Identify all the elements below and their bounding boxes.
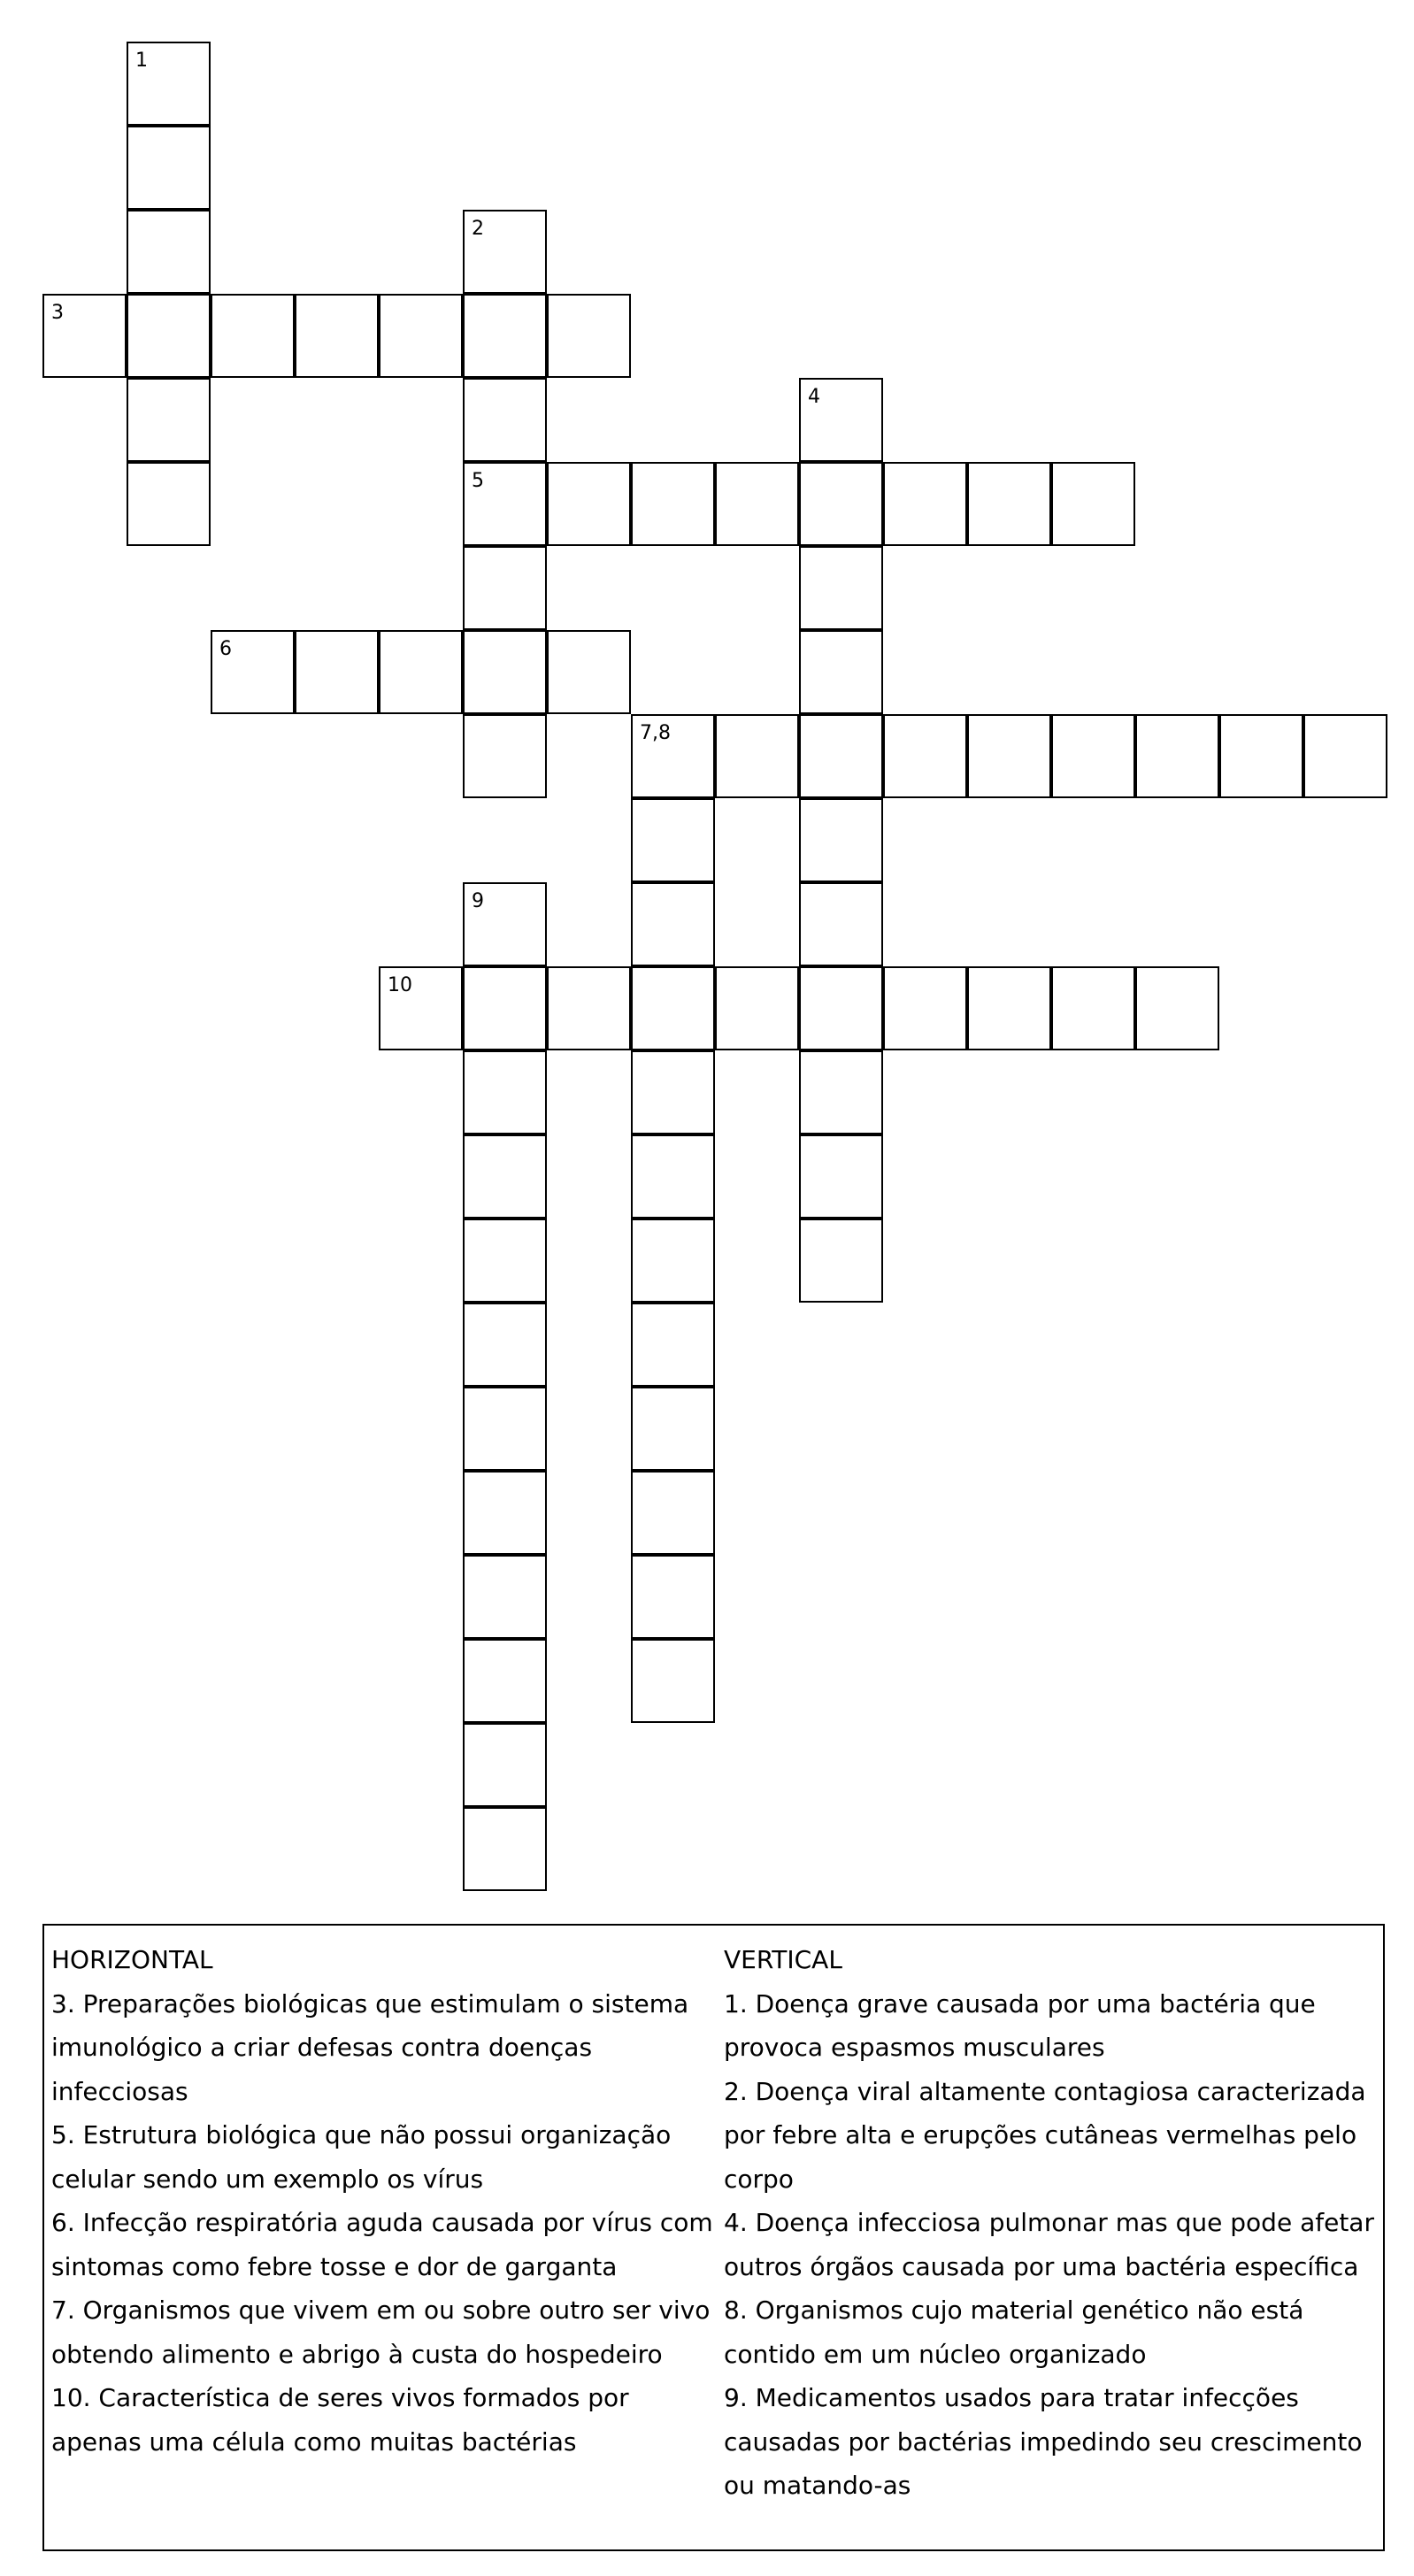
clue-down-4: 4. Doença infecciosa pulmonar mas que pode afetar outros órgãos causada por uma bactéria específica: [724, 2208, 1374, 2281]
crossword-cell[interactable]: [631, 1134, 715, 1219]
crossword-cell[interactable]: [631, 462, 715, 546]
clue-number: 6: [219, 638, 232, 660]
crossword-cell[interactable]: [379, 294, 463, 378]
crossword-cell[interactable]: [463, 1219, 547, 1303]
crossword-cell[interactable]: [799, 798, 883, 882]
crossword-cell[interactable]: [463, 378, 547, 462]
crossword-cell[interactable]: [631, 1555, 715, 1639]
crossword-cell[interactable]: [1303, 714, 1387, 798]
crossword-cell[interactable]: [463, 462, 547, 546]
crossword-cell[interactable]: [463, 1555, 547, 1639]
clue-number: 7,8: [640, 722, 671, 744]
clue-down-8: 8. Organismos cujo material genético não está contido em um núcleo organizado: [724, 2295, 1304, 2369]
crossword-cell[interactable]: [463, 1639, 547, 1723]
crossword-cell[interactable]: [463, 630, 547, 714]
crossword-cell[interactable]: [631, 1303, 715, 1387]
clue-number: 10: [388, 974, 412, 996]
crossword-cell[interactable]: [631, 714, 715, 798]
clue-across-10: 10. Característica de seres vivos formados por apenas uma célula como muitas bactérias: [51, 2383, 629, 2457]
crossword-cell[interactable]: [631, 1050, 715, 1134]
crossword-cell[interactable]: [42, 294, 127, 378]
crossword-cell[interactable]: [463, 882, 547, 966]
crossword-cell[interactable]: [967, 462, 1051, 546]
crossword-cell[interactable]: [799, 462, 883, 546]
crossword-cell[interactable]: [463, 294, 547, 378]
clue-number: 1: [135, 50, 148, 72]
crossword-cell[interactable]: [463, 1134, 547, 1219]
crossword-cell[interactable]: [799, 714, 883, 798]
crossword-cell[interactable]: [631, 1387, 715, 1471]
crossword-cell[interactable]: [463, 966, 547, 1050]
crossword-cell[interactable]: [715, 462, 799, 546]
clue-down-1: 1. Doença grave causada por uma bactéria que provoca espasmos musculares: [724, 1988, 1316, 2062]
crossword-cell[interactable]: [799, 378, 883, 462]
crossword-cell[interactable]: [379, 630, 463, 714]
clue-down-2: 2. Doença viral altamente contagiosa caracterizada por febre alta e erupções cutâneas vermelhas pelo corpo: [724, 2076, 1366, 2194]
crossword-cell[interactable]: [127, 42, 211, 126]
crossword-cell[interactable]: [463, 714, 547, 798]
vertical-clues: [724, 1938, 1379, 2508]
clue-number: 2: [472, 218, 484, 240]
crossword-cell[interactable]: [799, 1219, 883, 1303]
crossword-cell[interactable]: [463, 1050, 547, 1134]
clue-across-5: 5. Estrutura biológica que não possui organização celular sendo um exemplo os vírus: [51, 2120, 672, 2194]
crossword-cell[interactable]: [967, 966, 1051, 1050]
crossword-cell[interactable]: [547, 462, 631, 546]
crossword-cell[interactable]: [631, 966, 715, 1050]
crossword-cell[interactable]: [799, 546, 883, 630]
crossword-cell[interactable]: [463, 210, 547, 294]
crossword-cell[interactable]: [1219, 714, 1303, 798]
crossword-cell[interactable]: [127, 462, 211, 546]
crossword-cell[interactable]: [1051, 966, 1135, 1050]
crossword-cell[interactable]: [631, 1219, 715, 1303]
crossword-cell[interactable]: [463, 546, 547, 630]
crossword-cell[interactable]: [547, 294, 631, 378]
crossword-cell[interactable]: [127, 126, 211, 210]
crossword-cell[interactable]: [1051, 714, 1135, 798]
crossword-cell[interactable]: [715, 966, 799, 1050]
crossword-cell[interactable]: [463, 1807, 547, 1891]
crossword-cell[interactable]: [295, 630, 379, 714]
crossword-cell[interactable]: [463, 1723, 547, 1807]
clue-across-6: 6. Infecção respiratória aguda causada por vírus com sintomas como febre tosse e dor de garganta: [51, 2208, 713, 2281]
clue-number: 9: [472, 890, 484, 912]
crossword-cell[interactable]: [799, 882, 883, 966]
crossword-cell[interactable]: [631, 882, 715, 966]
crossword-cell[interactable]: [883, 462, 967, 546]
crossword-cell[interactable]: [379, 966, 463, 1050]
crossword-cell[interactable]: [799, 630, 883, 714]
crossword-cell[interactable]: [631, 1471, 715, 1555]
crossword-cell[interactable]: [1135, 966, 1219, 1050]
horizontal-clues: [51, 1938, 719, 2464]
crossword-cell[interactable]: [1135, 714, 1219, 798]
crossword-cell[interactable]: [547, 630, 631, 714]
vertical-heading: VERTICAL: [724, 1945, 842, 1974]
crossword-cell[interactable]: [715, 714, 799, 798]
crossword-cell[interactable]: [883, 714, 967, 798]
crossword-cell[interactable]: [631, 1639, 715, 1723]
clue-across-3: 3. Preparações biológicas que estimulam o sistema imunológico a criar defesas contra doenças infecciosas: [51, 1988, 689, 2106]
crossword-cell[interactable]: [127, 210, 211, 294]
crossword-cell[interactable]: [1051, 462, 1135, 546]
clue-number: 5: [472, 470, 484, 492]
clue-down-9: 9. Medicamentos usados para tratar infecções causadas por bactérias impedindo seu crescimento ou matando-as: [724, 2383, 1363, 2500]
crossword-cell[interactable]: [211, 294, 295, 378]
crossword-cell[interactable]: [463, 1387, 547, 1471]
crossword-cell[interactable]: [631, 798, 715, 882]
crossword-cell[interactable]: [127, 294, 211, 378]
crossword-cell[interactable]: [547, 966, 631, 1050]
clue-number: 3: [51, 302, 64, 324]
crossword-cell[interactable]: [967, 714, 1051, 798]
crossword-cell[interactable]: [799, 966, 883, 1050]
crossword-cell[interactable]: [463, 1303, 547, 1387]
clues-panel: [42, 1924, 1385, 2551]
crossword-cell[interactable]: [211, 630, 295, 714]
crossword-cell[interactable]: [463, 1471, 547, 1555]
horizontal-heading: HORIZONTAL: [51, 1945, 213, 1974]
clue-number: 4: [808, 386, 820, 408]
crossword-cell[interactable]: [799, 1050, 883, 1134]
clue-across-7: 7. Organismos que vivem em ou sobre outro ser vivo obtendo alimento e abrigo à custa do hospedeiro: [51, 2295, 711, 2369]
crossword-cell[interactable]: [883, 966, 967, 1050]
crossword-cell[interactable]: [295, 294, 379, 378]
crossword-cell[interactable]: [127, 378, 211, 462]
crossword-cell[interactable]: [799, 1134, 883, 1219]
